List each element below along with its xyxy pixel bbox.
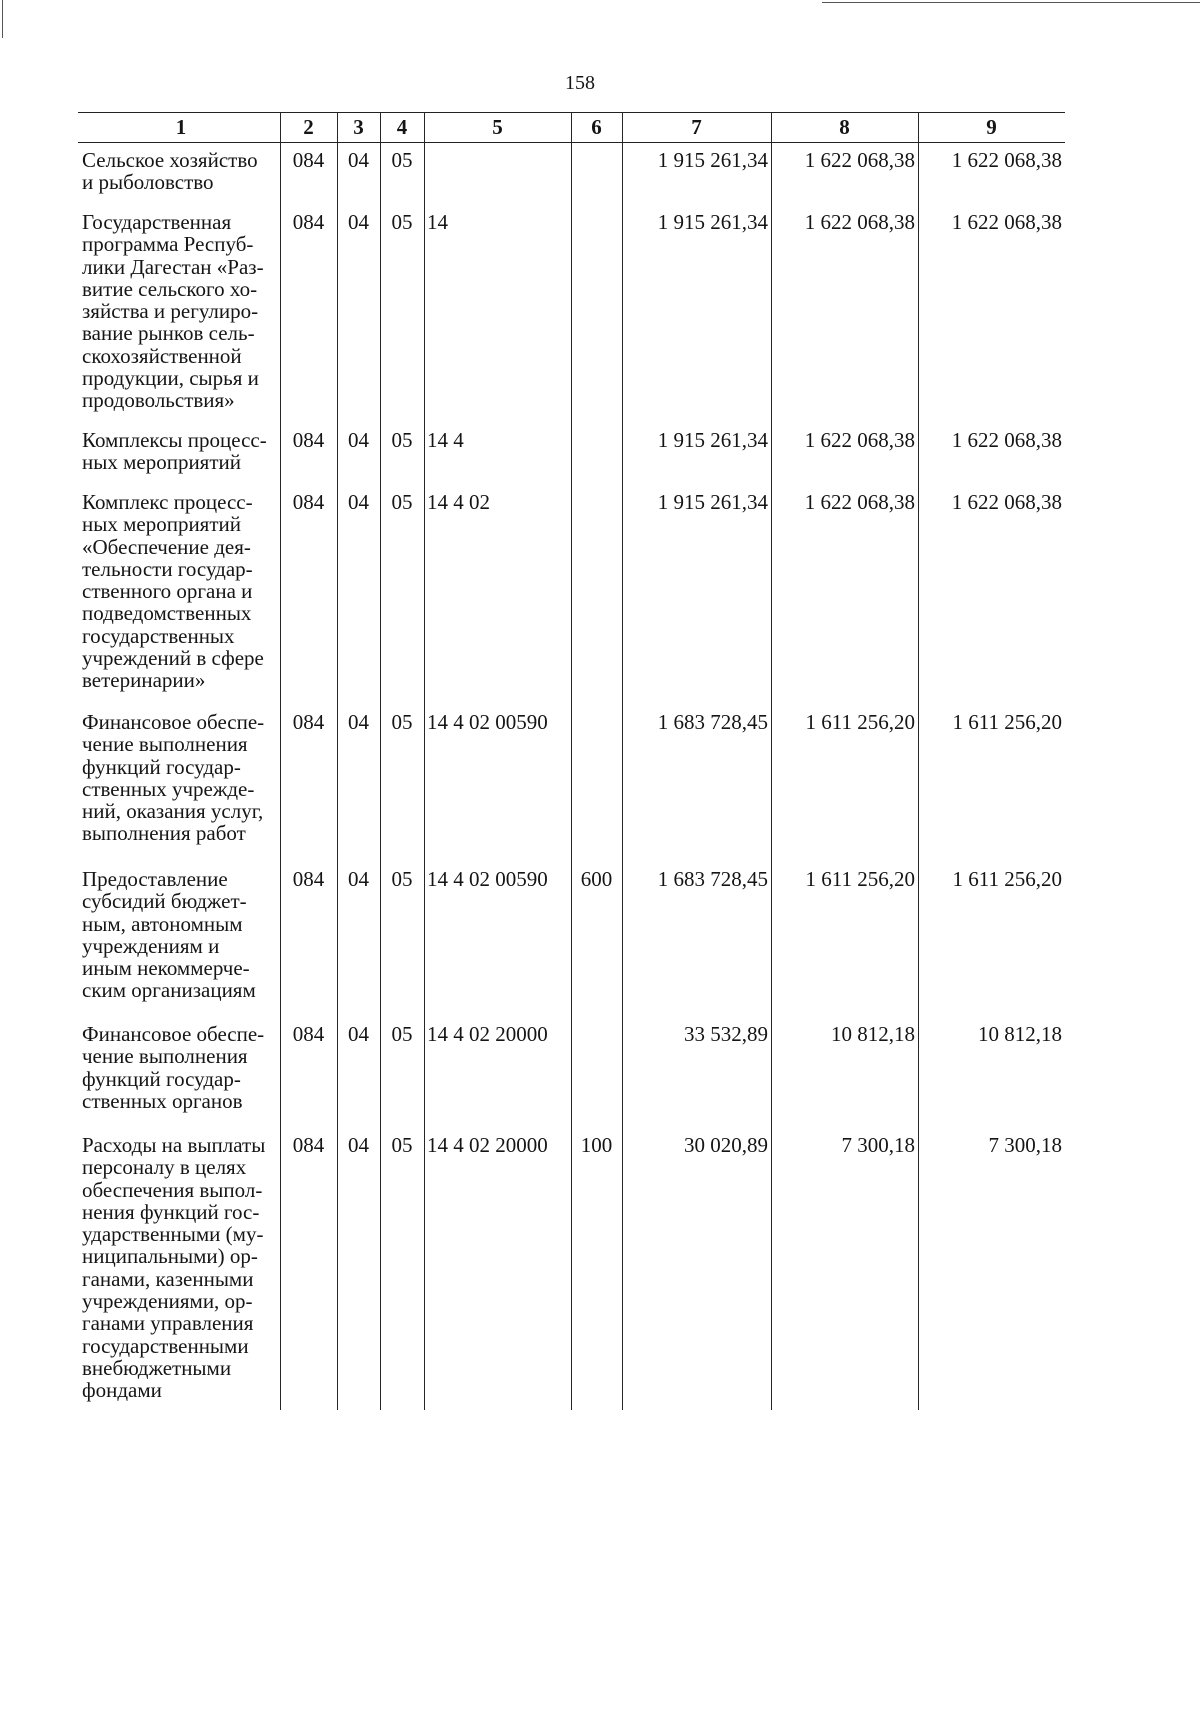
row-description-line: витие сельского хо- <box>82 276 258 301</box>
row-description-line: выполнения работ <box>82 821 246 846</box>
row-description-line: учреждениям и <box>82 933 220 958</box>
row-description <box>82 1134 280 1402</box>
row-description-line: тельности государ- <box>82 556 253 581</box>
cell-col-8: 7 300,18 <box>841 1133 915 1157</box>
cell-col-3: 04 <box>348 1133 369 1157</box>
cell-col-2: 084 <box>292 490 325 514</box>
column-divider-8 <box>918 112 919 1410</box>
row-description-line: вание рынков сель- <box>82 321 255 346</box>
cell-col-9: 7 300,18 <box>988 1133 1062 1157</box>
cell-col-9: 1 622 068,38 <box>951 210 1062 234</box>
row-description-line: Комплекс процесс- <box>82 490 253 514</box>
cell-col-4: 05 <box>391 490 413 514</box>
cell-col-5: 14 4 <box>427 428 464 452</box>
cell-col-8: 1 622 068,38 <box>804 490 915 514</box>
cell-col-4: 05 <box>391 867 413 891</box>
cell-col-3: 04 <box>348 490 369 514</box>
cell-col-9: 1 611 256,20 <box>952 710 1062 734</box>
cell-col-4: 05 <box>391 1022 413 1046</box>
column-divider-5 <box>571 112 572 1410</box>
header-col-3: 3 <box>353 115 364 139</box>
header-col-6: 6 <box>591 115 602 139</box>
scan-edge-line-top <box>822 2 1200 3</box>
page-number: 158 <box>565 72 595 94</box>
cell-col-8: 1 611 256,20 <box>805 867 915 891</box>
cell-col-5: 14 <box>427 210 448 234</box>
row-description-line: чение выполнения <box>82 732 248 757</box>
cell-col-8: 1 622 068,38 <box>804 428 915 452</box>
cell-col-4: 05 <box>391 710 413 734</box>
cell-col-8: 1 622 068,38 <box>804 148 915 172</box>
row-description-line: подведомственных <box>82 601 252 626</box>
row-description-line: Финансовое обеспе- <box>82 1022 265 1046</box>
row-description-line: субсидий бюджет- <box>82 889 247 914</box>
row-description-line: ниципальными) ор- <box>82 1244 258 1269</box>
column-divider-4 <box>424 112 425 1410</box>
row-description-line: ний, оказания услуг, <box>82 799 264 824</box>
cell-col-7: 1 915 261,34 <box>657 148 768 172</box>
row-description <box>82 491 280 692</box>
cell-col-8: 1 622 068,38 <box>804 210 915 234</box>
row-description-line: учреждениями, ор- <box>82 1289 253 1314</box>
column-divider-7 <box>771 112 772 1410</box>
cell-col-4: 05 <box>391 428 413 452</box>
cell-col-7: 1 915 261,34 <box>657 428 768 452</box>
row-description-line: внебюджетными <box>82 1355 232 1380</box>
cell-col-2: 084 <box>292 867 325 891</box>
cell-col-2: 084 <box>292 1022 325 1046</box>
row-description-line: ганами, казенными <box>82 1266 254 1291</box>
header-col-1: 1 <box>175 115 187 139</box>
header-col-9: 9 <box>986 115 997 139</box>
cell-col-7: 1 683 728,45 <box>657 710 768 734</box>
row-description <box>82 211 280 412</box>
cell-col-2: 084 <box>292 428 325 452</box>
cell-col-9: 1 611 256,20 <box>952 867 1062 891</box>
cell-col-3: 04 <box>348 148 369 172</box>
cell-col-4: 05 <box>391 1133 413 1157</box>
row-description <box>82 1023 280 1112</box>
row-description-line: программа Респуб- <box>82 232 254 257</box>
row-description-line: ганами управления <box>82 1311 254 1336</box>
row-description-line: скохозяйственной <box>82 343 242 368</box>
row-description <box>82 711 280 845</box>
row-description-line: Государственная <box>82 210 232 234</box>
header-col-4: 4 <box>396 115 408 139</box>
cell-col-2: 084 <box>292 710 325 734</box>
row-description-line: Финансовое обеспе- <box>82 710 265 734</box>
row-description-line: Сельское хозяйство <box>82 148 258 172</box>
cell-col-8: 10 812,18 <box>831 1022 915 1046</box>
row-description-line: нения функций гос- <box>82 1199 260 1224</box>
row-description-line: зяйства и регулиро- <box>82 299 259 324</box>
cell-col-9: 10 812,18 <box>978 1022 1062 1046</box>
row-description-line: Расходы на выплаты <box>82 1133 266 1157</box>
row-description-line: ветеринарии» <box>82 668 206 693</box>
row-description-line: учреждений в сфере <box>82 646 264 671</box>
cell-col-7: 1 915 261,34 <box>657 490 768 514</box>
row-description-line: ственных учрежде- <box>82 776 255 801</box>
row-description-line: ных мероприятий <box>82 512 241 537</box>
row-description-line: Предоставление <box>82 867 228 891</box>
cell-col-7: 30 020,89 <box>684 1133 768 1157</box>
cell-col-7: 1 683 728,45 <box>657 867 768 891</box>
cell-col-5: 14 4 02 20000 <box>427 1133 548 1157</box>
column-divider-3 <box>380 112 381 1410</box>
column-divider-2 <box>337 112 338 1410</box>
row-description-line: ственных органов <box>82 1088 243 1113</box>
scan-edge-line-left <box>2 0 3 38</box>
cell-col-9: 1 622 068,38 <box>951 148 1062 172</box>
row-description-line: лики Дагестан «Раз- <box>82 254 264 279</box>
row-description-line: «Обеспечение дея- <box>82 534 251 559</box>
row-description-line: государственных <box>82 623 235 648</box>
cell-col-3: 04 <box>348 428 369 452</box>
row-description-line: продукции, сырья и <box>82 366 259 391</box>
row-description-line: Комплексы процесс- <box>82 428 267 452</box>
cell-col-3: 04 <box>348 710 369 734</box>
row-description-line: функций государ- <box>82 754 241 779</box>
cell-col-3: 04 <box>348 1022 369 1046</box>
cell-col-7: 1 915 261,34 <box>657 210 768 234</box>
row-description-line: персоналу в целях <box>82 1155 247 1180</box>
cell-col-2: 084 <box>292 1133 325 1157</box>
cell-col-3: 04 <box>348 210 369 234</box>
cell-col-4: 05 <box>391 210 413 234</box>
row-description-line: чение выполнения <box>82 1044 248 1069</box>
cell-col-9: 1 622 068,38 <box>951 490 1062 514</box>
cell-col-5: 14 4 02 00590 <box>427 867 548 891</box>
cell-col-5: 14 4 02 00590 <box>427 710 548 734</box>
row-description-line: государственными <box>82 1333 249 1358</box>
row-description-line: иным некоммерче- <box>82 956 250 981</box>
cell-col-6: 100 <box>580 1133 613 1157</box>
row-description <box>82 149 280 194</box>
cell-col-6: 600 <box>580 867 613 891</box>
row-description-line: и рыболовство <box>82 170 214 195</box>
row-description <box>82 429 280 474</box>
column-divider-6 <box>622 112 623 1410</box>
cell-col-9: 1 622 068,38 <box>951 428 1062 452</box>
row-description-line: ственного органа и <box>82 579 253 604</box>
column-divider-1 <box>280 112 281 1410</box>
header-col-7: 7 <box>691 115 702 139</box>
row-description-line: функций государ- <box>82 1066 241 1091</box>
cell-col-7: 33 532,89 <box>684 1022 768 1046</box>
row-description-line: фондами <box>82 1378 162 1403</box>
cell-col-2: 084 <box>292 210 325 234</box>
row-description-line: ным, автономным <box>82 911 243 936</box>
cell-col-3: 04 <box>348 867 369 891</box>
cell-col-2: 084 <box>292 148 325 172</box>
row-description-line: ных мероприятий <box>82 450 241 475</box>
row-description-line: ударственными (му- <box>82 1222 264 1247</box>
cell-col-5: 14 4 02 20000 <box>427 1022 548 1046</box>
header-col-8: 8 <box>839 115 850 139</box>
row-description <box>82 868 280 1002</box>
cell-col-5: 14 4 02 <box>427 490 490 514</box>
cell-col-4: 05 <box>391 148 413 172</box>
row-description-line: обеспечения выпол- <box>82 1177 263 1202</box>
header-col-2: 2 <box>303 115 314 139</box>
row-description-line: ским организациям <box>82 978 256 1003</box>
cell-col-8: 1 611 256,20 <box>805 710 915 734</box>
row-description-line: продовольствия» <box>82 388 235 413</box>
header-col-5: 5 <box>492 115 503 139</box>
